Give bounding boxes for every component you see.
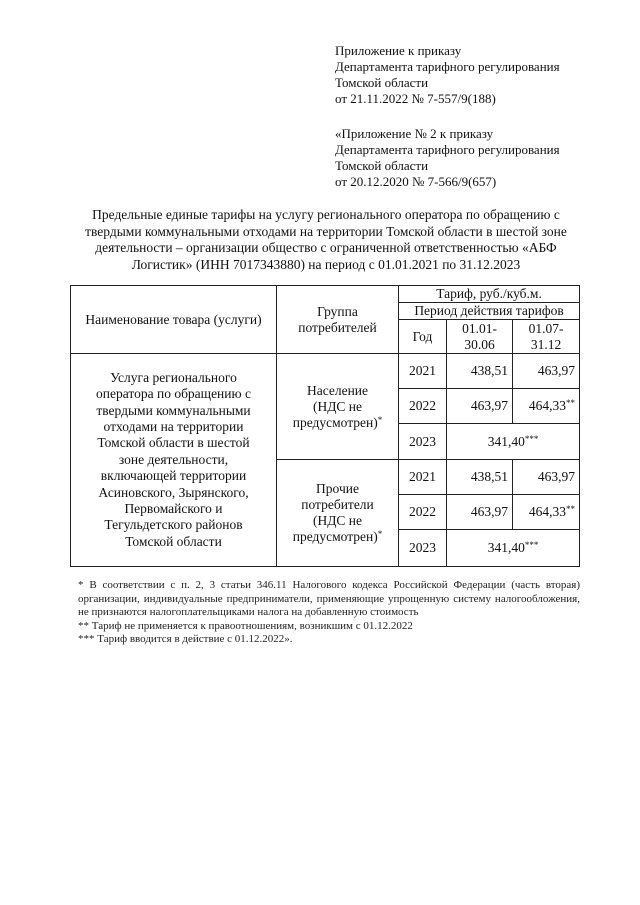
footnote-2: ** Тариф не применяется к правоотношениям, возникшим с 01.12.2022: [78, 619, 413, 632]
header-line: Томской области: [335, 158, 429, 173]
title-line: Логистик» (ИНН 7017343880) на период с 01.01.2021 по 31.12.2023: [131, 256, 521, 272]
year-cell: 2022: [399, 495, 447, 530]
approval-header-original: [335, 126, 560, 190]
col-header-group: Группа потребителей: [277, 286, 399, 354]
consumer-group-cell: Прочие потребители (НДС не предусмотрен)*: [277, 460, 399, 567]
col-header-year: Год: [399, 320, 447, 354]
col-header-period: Период действия тарифов: [399, 303, 580, 320]
tariff-merged-cell: 341,40***: [447, 530, 580, 567]
tariff-cell: 464,33**: [513, 495, 580, 530]
year-cell: 2022: [399, 389, 447, 424]
col-header-period-2: 01.07- 31.12: [513, 320, 580, 354]
tariff-cell: 463,97: [447, 495, 513, 530]
title-line: деятельности – организации общество с ограниченной ответственностью «АБФ: [95, 240, 557, 255]
document-title: [70, 207, 582, 273]
tariff-merged-cell: 341,40***: [447, 424, 580, 460]
tariff-cell: 438,51: [447, 460, 513, 495]
year-cell: 2023: [399, 424, 447, 460]
header-line: Приложение к приказу: [335, 43, 462, 58]
col-header-service: Наименование товара (услуги): [71, 286, 277, 354]
year-cell: 2023: [399, 530, 447, 567]
header-line: Департамента тарифного регулирования: [335, 59, 560, 74]
tariff-cell: 463,97: [513, 354, 580, 389]
footnote-1: * В соответствии с п. 2, 3 статьи 346.11 Налогового кодекса Российской Федерации (часть вторая) организации, индивидуальные предприниматели, применяющие упрощенную систему налогообложения, не признаются налогоплательщиками налога на добавленную стоимость: [78, 579, 581, 618]
header-line: от 21.11.2022 № 7-557/9(188): [335, 91, 496, 106]
col-header-tariff: Тариф, руб./куб.м.: [399, 286, 580, 303]
service-name-cell: Услуга регионального оператора по обращению с твердыми коммунальными отходами на территории Томской области в шестой зоне деятельности, включающей территории Асиновского, Зырянского, Первомайского и Тегульдетского районов Томской области: [71, 354, 277, 567]
table-header-row: [71, 286, 580, 303]
consumer-group-cell: Население (НДС не предусмотрен)*: [277, 354, 399, 460]
title-line: твердыми коммунальными отходами на территории Томской области в шестой зоне: [85, 223, 567, 239]
header-line: «Приложение № 2 к приказу: [335, 126, 494, 141]
header-line: Томской области: [335, 75, 429, 90]
footnotes: [78, 579, 580, 647]
tariff-cell: 463,97: [513, 460, 580, 495]
year-cell: 2021: [399, 460, 447, 495]
tariff-cell: 463,97: [447, 389, 513, 424]
col-header-period-1: 01.01- 30.06: [447, 320, 513, 354]
year-cell: 2021: [399, 354, 447, 389]
header-line: от 20.12.2020 № 7-566/9(657): [335, 174, 497, 189]
approval-header-current: [335, 43, 560, 107]
tariff-cell: 464,33**: [513, 389, 580, 424]
header-line: Департамента тарифного регулирования: [335, 142, 560, 157]
footnote-3: *** Тариф вводится в действие с 01.12.2022».: [78, 633, 293, 645]
table-row: [71, 354, 580, 389]
title-line: Предельные единые тарифы на услугу регионального оператора по обращению с: [92, 207, 560, 222]
tariff-table: [70, 285, 580, 567]
tariff-cell: 438,51: [447, 354, 513, 389]
